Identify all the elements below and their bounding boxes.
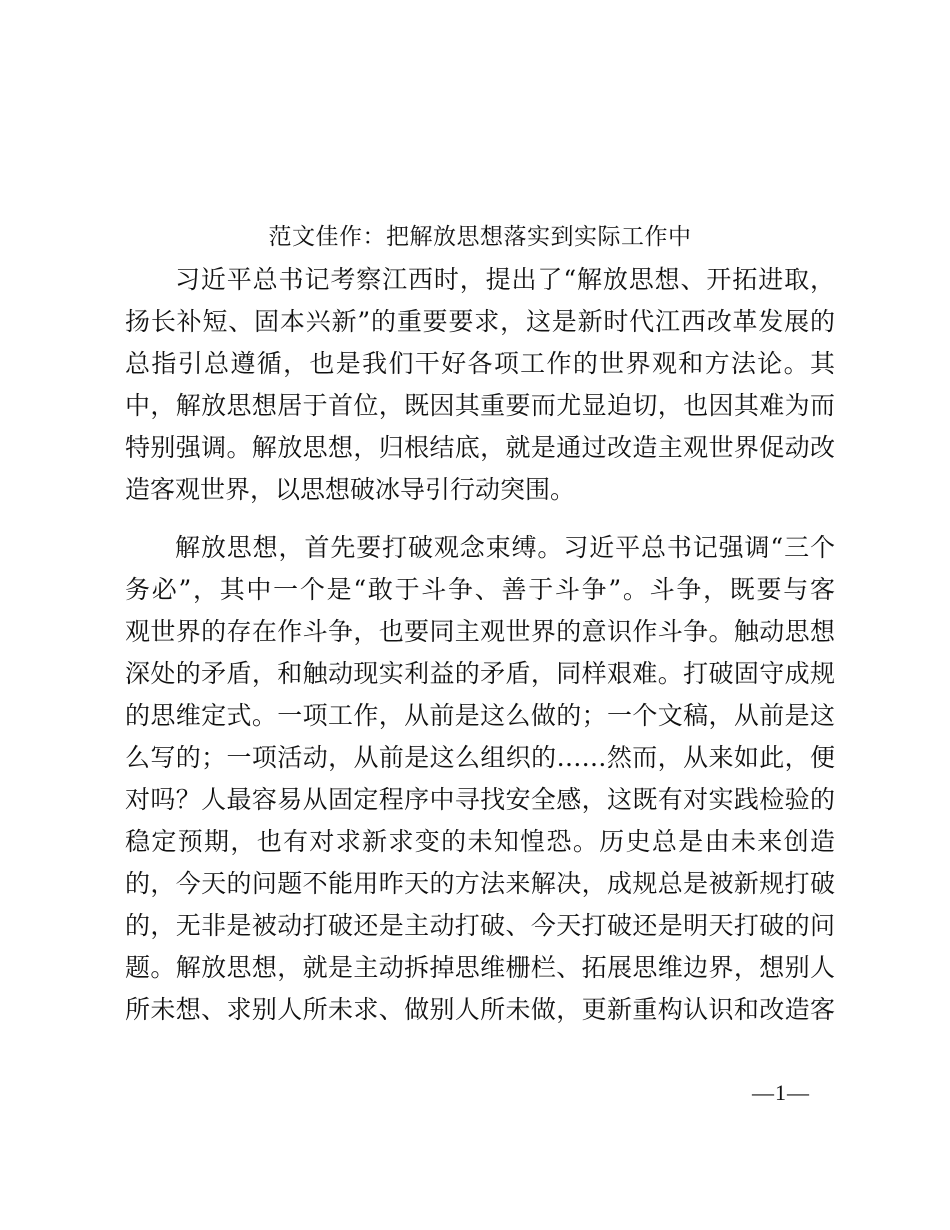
paragraph-line: 习近平总书记考察江西时，提出了“解放思想、开拓进取， — [175, 265, 835, 294]
paragraph-2 — [125, 527, 835, 1031]
paragraph-line: 特别强调。解放思想，归根结底，就是通过改造主观世界促动改 — [125, 433, 835, 462]
paragraph-line: 解放思想，首先要打破观念束缚。习近平总书记强调“三个 — [175, 533, 835, 562]
paragraph-line: 的，今天的问题不能用昨天的方法来解决，成规总是被新规打破 — [125, 869, 835, 898]
document-title: 范文佳作：把解放思想落实到实际工作中 — [268, 224, 692, 250]
paragraph-line: 造客观世界，以思想破冰导引行动突围。 — [125, 475, 576, 504]
paragraph-line: 所未想、求别人所未求、做别人所未做，更新重构认识和改造客 — [125, 995, 835, 1024]
page-number: —1— — [752, 1080, 810, 1105]
paragraph-line: 对吗？人最容易从固定程序中寻找安全感，这既有对实践检验的 — [125, 785, 835, 814]
paragraph-line: 稳定预期，也有对求新求变的未知惶恐。历史总是由未来创造 — [125, 827, 835, 856]
paragraph-line: 扬长补短、固本兴新”的重要要求，这是新时代江西改革发展的 — [125, 307, 835, 336]
paragraph-1 — [125, 259, 835, 511]
paragraph-line: 观世界的存在作斗争，也要同主观世界的意识作斗争。触动思想 — [125, 617, 835, 646]
paragraph-line: 深处的矛盾，和触动现实利益的矛盾，同样艰难。打破固守成规 — [125, 659, 835, 688]
paragraph-line: 么写的；一项活动，从前是这么组织的……然而，从来如此，便 — [125, 743, 835, 772]
paragraph-line: 务必”，其中一个是“敢于斗争、善于斗争”。斗争，既要与客 — [125, 575, 835, 604]
paragraph-line: 的思维定式。一项工作，从前是这么做的；一个文稿，从前是这 — [125, 701, 835, 730]
paragraph-line: 的，无非是被动打破还是主动打破、今天打破还是明天打破的问 — [125, 911, 835, 940]
paragraph-line: 总指引总遵循，也是我们干好各项工作的世界观和方法论。其 — [125, 349, 835, 378]
paragraph-line: 题。解放思想，就是主动拆掉思维栅栏、拓展思维边界，想别人 — [125, 953, 835, 982]
paragraph-line: 中，解放思想居于首位，既因其重要而尤显迫切，也因其难为而 — [125, 391, 835, 420]
